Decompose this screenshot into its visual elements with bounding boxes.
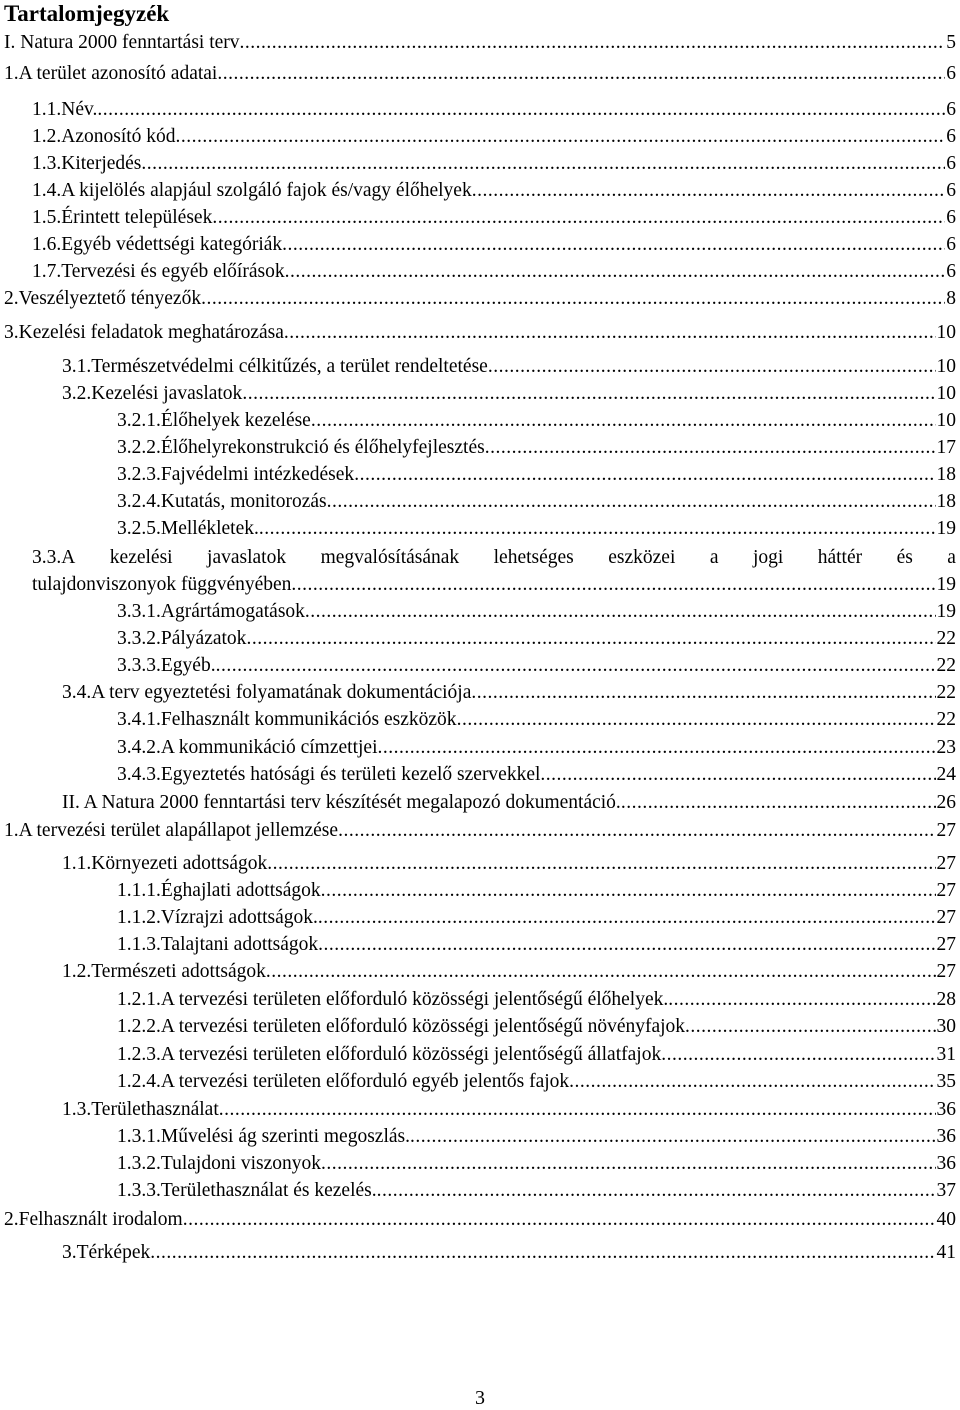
toc-entry-label: 3.1.Természetvédelmi célkitűzés, a terület rendeltetése xyxy=(62,356,488,377)
toc-entry-word: eszközei xyxy=(608,547,676,568)
toc-entry-word: és xyxy=(896,547,913,568)
toc-entry[interactable] xyxy=(4,286,956,312)
toc-entry[interactable] xyxy=(4,30,956,56)
toc-entry-page: 6 xyxy=(946,126,956,147)
toc-entry-label: 3.Térképek xyxy=(62,1242,151,1263)
toc-entry-label: 3.4.2.A kommunikáció címzettjei xyxy=(117,737,378,758)
toc-entry-label: 3.4.3.Egyeztetés hatósági és területi kezelő szervekkel xyxy=(117,764,541,785)
toc-leader-dots xyxy=(217,61,945,87)
toc-entry-label: 3.3.1.Agrártámogatások xyxy=(117,601,305,622)
toc-leader-dots xyxy=(97,97,945,123)
toc-entry[interactable] xyxy=(117,932,956,958)
toc-entry[interactable] xyxy=(32,97,956,123)
toc-entry-page: 27 xyxy=(936,907,956,928)
toc-entry-label: 1.3.2.Tulajdoni viszonyok xyxy=(117,1153,322,1174)
toc-entry-label: 1.3.1.Művelési ág szerinti megoszlás. xyxy=(117,1126,410,1147)
toc-entry[interactable] xyxy=(117,489,956,515)
toc-entry-label: 3.2.3.Fajvédelmi intézkedések xyxy=(117,464,355,485)
toc-entry-page: 27 xyxy=(936,961,956,982)
toc-entry-label: 3.2.4.Kutatás, monitorozás xyxy=(117,491,327,512)
toc-entry-page: 19 xyxy=(936,574,956,595)
toc-entry-label: 1.2.2.A tervezési területen előforduló közösségi jelentőségű növényfajok xyxy=(117,1016,686,1037)
toc-entry[interactable] xyxy=(62,381,956,407)
toc-entry[interactable] xyxy=(62,1240,956,1266)
toc-entry-label: 3.4.1.Felhasznált kommunikációs eszközök xyxy=(117,709,457,730)
toc-entry-label: tulajdonviszonyok függvényében xyxy=(32,574,292,595)
toc-entry[interactable] xyxy=(4,818,956,844)
toc-leader-dots xyxy=(472,178,946,204)
toc-leader-dots xyxy=(378,735,936,761)
toc-entry-label: 1.2.4.A tervezési területen előforduló egyéb jelentős fajok xyxy=(117,1071,570,1092)
toc-entry[interactable] xyxy=(117,1014,956,1040)
toc-entry-page: 31 xyxy=(936,1044,956,1065)
toc-leader-dots xyxy=(141,151,945,177)
toc-leader-dots xyxy=(457,707,936,733)
toc-entry-label: 2.Felhasznált irodalom xyxy=(4,1209,183,1230)
toc-title: Tartalomjegyzék xyxy=(4,1,170,26)
toc-entry[interactable] xyxy=(32,205,956,231)
toc-entry-word: javaslatok xyxy=(207,547,287,568)
toc-entry-page: 22 xyxy=(936,628,956,649)
toc-entry[interactable] xyxy=(117,516,956,542)
toc-entry-label: 1.2.Azonosító kód xyxy=(32,126,176,147)
toc-entry-label: 3.4.A terv egyeztetési folyamatának dokumentációja xyxy=(62,682,472,703)
toc-entry-page: 22 xyxy=(936,655,956,676)
toc-leader-dots xyxy=(150,1240,935,1266)
toc-entry[interactable] xyxy=(117,735,956,761)
toc-leader-dots xyxy=(246,626,935,652)
toc-entry[interactable] xyxy=(62,851,956,877)
toc-entry[interactable] xyxy=(117,408,956,434)
toc-entry-label: 1.2.Természeti adottságok xyxy=(62,961,266,982)
toc-entry-label: 1.3.Területhasználat xyxy=(62,1099,219,1120)
toc-entry-label: II. A Natura 2000 fenntartási terv készítését megalapozó dokumentáció. xyxy=(62,792,621,813)
toc-entry-word: a xyxy=(947,547,956,568)
toc-leader-dots xyxy=(661,1042,935,1068)
toc-entry[interactable] xyxy=(4,61,956,87)
toc-entry-label: 3.2.1.Élőhelyek kezelése xyxy=(117,410,311,431)
toc-leader-dots xyxy=(219,1097,936,1123)
toc-leader-dots xyxy=(327,489,936,515)
toc-entry-page: 28 xyxy=(936,989,956,1010)
toc-entry-label: 1.A tervezési terület alapállapot jellemzése xyxy=(4,820,339,841)
toc-entry-page: 41 xyxy=(936,1242,956,1263)
toc-leader-dots xyxy=(240,30,946,56)
toc-entry[interactable] xyxy=(62,354,956,380)
toc-entry[interactable] xyxy=(117,626,956,652)
toc-entry-page: 36 xyxy=(936,1099,956,1120)
toc-leader-dots xyxy=(266,959,936,985)
toc-entry-label: 1.1.1.Éghajlati adottságok xyxy=(117,880,321,901)
toc-entry-label: 1.3.Kiterjedés xyxy=(32,153,142,174)
toc-entry-page: 19 xyxy=(936,601,956,622)
toc-entry-word: jogi xyxy=(752,547,784,568)
toc-entry[interactable] xyxy=(117,1151,956,1177)
toc-leader-dots xyxy=(305,599,936,625)
toc-entry-page: 27 xyxy=(936,820,956,841)
toc-entry-page: 18 xyxy=(936,464,956,485)
toc-entry[interactable] xyxy=(62,680,956,706)
toc-entry-word: a xyxy=(709,547,719,568)
toc-entry[interactable] xyxy=(32,545,956,571)
toc-leader-dots xyxy=(201,286,945,312)
toc-entry-page: 23 xyxy=(936,737,956,758)
toc-entry[interactable] xyxy=(62,790,956,816)
toc-entry[interactable] xyxy=(4,320,956,346)
toc-entry[interactable] xyxy=(117,1124,956,1150)
toc-entry[interactable] xyxy=(32,151,956,177)
toc-leader-dots xyxy=(354,462,935,488)
toc-entry[interactable] xyxy=(117,462,956,488)
toc-entry-page: 6 xyxy=(946,261,956,282)
toc-leader-dots xyxy=(318,905,936,931)
toc-leader-dots xyxy=(471,680,935,706)
toc-leader-dots xyxy=(485,435,936,461)
toc-entry-page: 18 xyxy=(936,491,956,512)
toc-entry-page: 6 xyxy=(946,153,956,174)
toc-entry-word: kezelési xyxy=(109,547,173,568)
toc-entry-page: 6 xyxy=(946,180,956,201)
toc-leader-dots xyxy=(176,124,946,150)
toc-entry-page: 6 xyxy=(946,63,956,84)
toc-leader-dots xyxy=(410,1124,936,1150)
toc-entry[interactable] xyxy=(4,1207,956,1233)
toc-entry-label: 3.Kezelési feladatok meghatározása xyxy=(4,322,284,343)
toc-entry-page: 27 xyxy=(936,853,956,874)
toc-entry-label: 1.2.1.A tervezési területen előforduló közösségi jelentőségű élőhelyek. xyxy=(117,989,669,1010)
toc-entry-page: 19 xyxy=(936,518,956,539)
toc-entry-page: 27 xyxy=(936,934,956,955)
toc-entry-page: 37 xyxy=(936,1180,956,1201)
toc-leader-dots xyxy=(321,878,936,904)
toc-entry-page: 35 xyxy=(936,1071,956,1092)
toc-entry-label: I. Natura 2000 fenntartási terv xyxy=(4,32,240,53)
toc-leader-dots xyxy=(377,1178,936,1204)
toc-leader-dots xyxy=(291,572,935,598)
toc-entry-label: 1.1.3.Talajtani adottságok xyxy=(117,934,319,955)
toc-entry-label: 1.1.2.Vízrajzi adottságok. xyxy=(117,907,318,928)
toc-entry-page: 17 xyxy=(936,437,956,458)
toc-leader-dots xyxy=(267,851,935,877)
toc-entry-page: 6 xyxy=(946,99,956,120)
toc-entry[interactable] xyxy=(117,1069,956,1095)
toc-entry-page: 30 xyxy=(936,1016,956,1037)
toc-entry-label: 3.2.Kezelési javaslatok xyxy=(62,383,243,404)
toc-entry-label: 2.Veszélyeztető tényezők xyxy=(4,288,202,309)
toc-leader-dots xyxy=(569,1069,935,1095)
toc-entry-page: 22 xyxy=(936,709,956,730)
toc-entry-label: 3.2.2.Élőhelyrekonstrukció és élőhelyfejlesztés xyxy=(117,437,485,458)
toc-leader-dots xyxy=(338,818,935,844)
toc-leader-dots xyxy=(284,320,936,346)
toc-entry-page: 26 xyxy=(936,792,956,813)
toc-entry[interactable] xyxy=(117,707,956,733)
toc-entry-page: 10 xyxy=(936,356,956,377)
toc-entry-label: 3.3.3.Egyéb. xyxy=(117,655,216,676)
toc-entry-page: 27 xyxy=(936,880,956,901)
toc-entry[interactable] xyxy=(117,653,956,679)
toc-entry-page: 10 xyxy=(936,322,956,343)
toc-leader-dots xyxy=(318,932,935,958)
toc-entry[interactable] xyxy=(32,124,956,150)
toc-entry-label: 1.7.Tervezési és egyéb előírások xyxy=(32,261,285,282)
toc-entry-label: 1.3.3.Területhasználat és kezelés. xyxy=(117,1180,377,1201)
toc-entry-label: 1.2.3.A tervezési területen előforduló közösségi jelentőségű állatfajok xyxy=(117,1044,662,1065)
toc-entry[interactable] xyxy=(117,1178,956,1204)
toc-entry-label: 1.4.A kijelölés alapjául szolgáló fajok és/vagy élőhelyek xyxy=(32,180,472,201)
toc-entry-page: 22 xyxy=(936,682,956,703)
toc-entry-word: háttér xyxy=(817,547,863,568)
toc-entry-page: 36 xyxy=(936,1153,956,1174)
toc-entry-word: 3.3.A xyxy=(32,547,76,568)
toc-entry-word: lehetséges xyxy=(493,547,574,568)
toc-leader-dots xyxy=(285,259,946,285)
toc-entry[interactable] xyxy=(117,599,956,625)
toc-entry-page: 5 xyxy=(946,32,956,53)
toc-entry-label: 3.3.2.Pályázatok xyxy=(117,628,247,649)
toc-leader-dots xyxy=(540,762,935,788)
toc-leader-dots xyxy=(668,987,935,1013)
toc-leader-dots xyxy=(488,354,936,380)
toc-leader-dots xyxy=(282,232,945,258)
toc-leader-dots xyxy=(621,790,936,816)
toc-entry-label: 1.1.Név. xyxy=(32,99,98,120)
toc-leader-dots xyxy=(183,1207,936,1233)
toc-entry[interactable] xyxy=(32,232,956,258)
toc-leader-dots xyxy=(212,205,945,231)
toc-entry[interactable] xyxy=(117,905,956,931)
toc-leader-dots xyxy=(311,408,936,434)
toc-entry-page: 40 xyxy=(936,1209,956,1230)
toc-entry-page: 36 xyxy=(936,1126,956,1147)
toc-entry[interactable] xyxy=(32,259,956,285)
toc-entry-page: 8 xyxy=(946,288,956,309)
toc-entry[interactable] xyxy=(117,1042,956,1068)
toc-entry-label: 3.2.5.Mellékletek. xyxy=(117,518,259,539)
toc-entry-word: megvalósításának xyxy=(320,547,460,568)
toc-entry-label: 1.6.Egyéb védettségi kategóriák xyxy=(32,234,283,255)
toc-leader-dots xyxy=(216,653,936,679)
toc-entry-page: 6 xyxy=(946,207,956,228)
toc-entry-label: 1.A terület azonosító adatai xyxy=(4,63,218,84)
toc-entry[interactable] xyxy=(117,762,956,788)
toc-entry[interactable] xyxy=(117,878,956,904)
toc-entry-page: 24 xyxy=(936,764,956,785)
toc-entry[interactable] xyxy=(32,572,956,598)
toc-entry-page: 10 xyxy=(936,410,956,431)
toc-entry-label: 1.5.Érintett települések xyxy=(32,207,213,228)
toc-leader-dots xyxy=(685,1014,935,1040)
toc-entry[interactable] xyxy=(62,959,956,985)
toc-entry[interactable] xyxy=(117,987,956,1013)
toc-leader-dots xyxy=(259,516,936,542)
toc-leader-dots xyxy=(242,381,935,407)
toc-entry[interactable] xyxy=(62,1097,956,1123)
toc-leader-dots xyxy=(321,1151,935,1177)
toc-entry[interactable] xyxy=(32,178,956,204)
toc-entry[interactable] xyxy=(117,435,956,461)
toc-entry-page: 6 xyxy=(946,234,956,255)
toc-entry-page: 10 xyxy=(936,383,956,404)
page-number: 3 xyxy=(475,1387,485,1409)
toc-entry-label: 1.1.Környezeti adottságok xyxy=(62,853,268,874)
